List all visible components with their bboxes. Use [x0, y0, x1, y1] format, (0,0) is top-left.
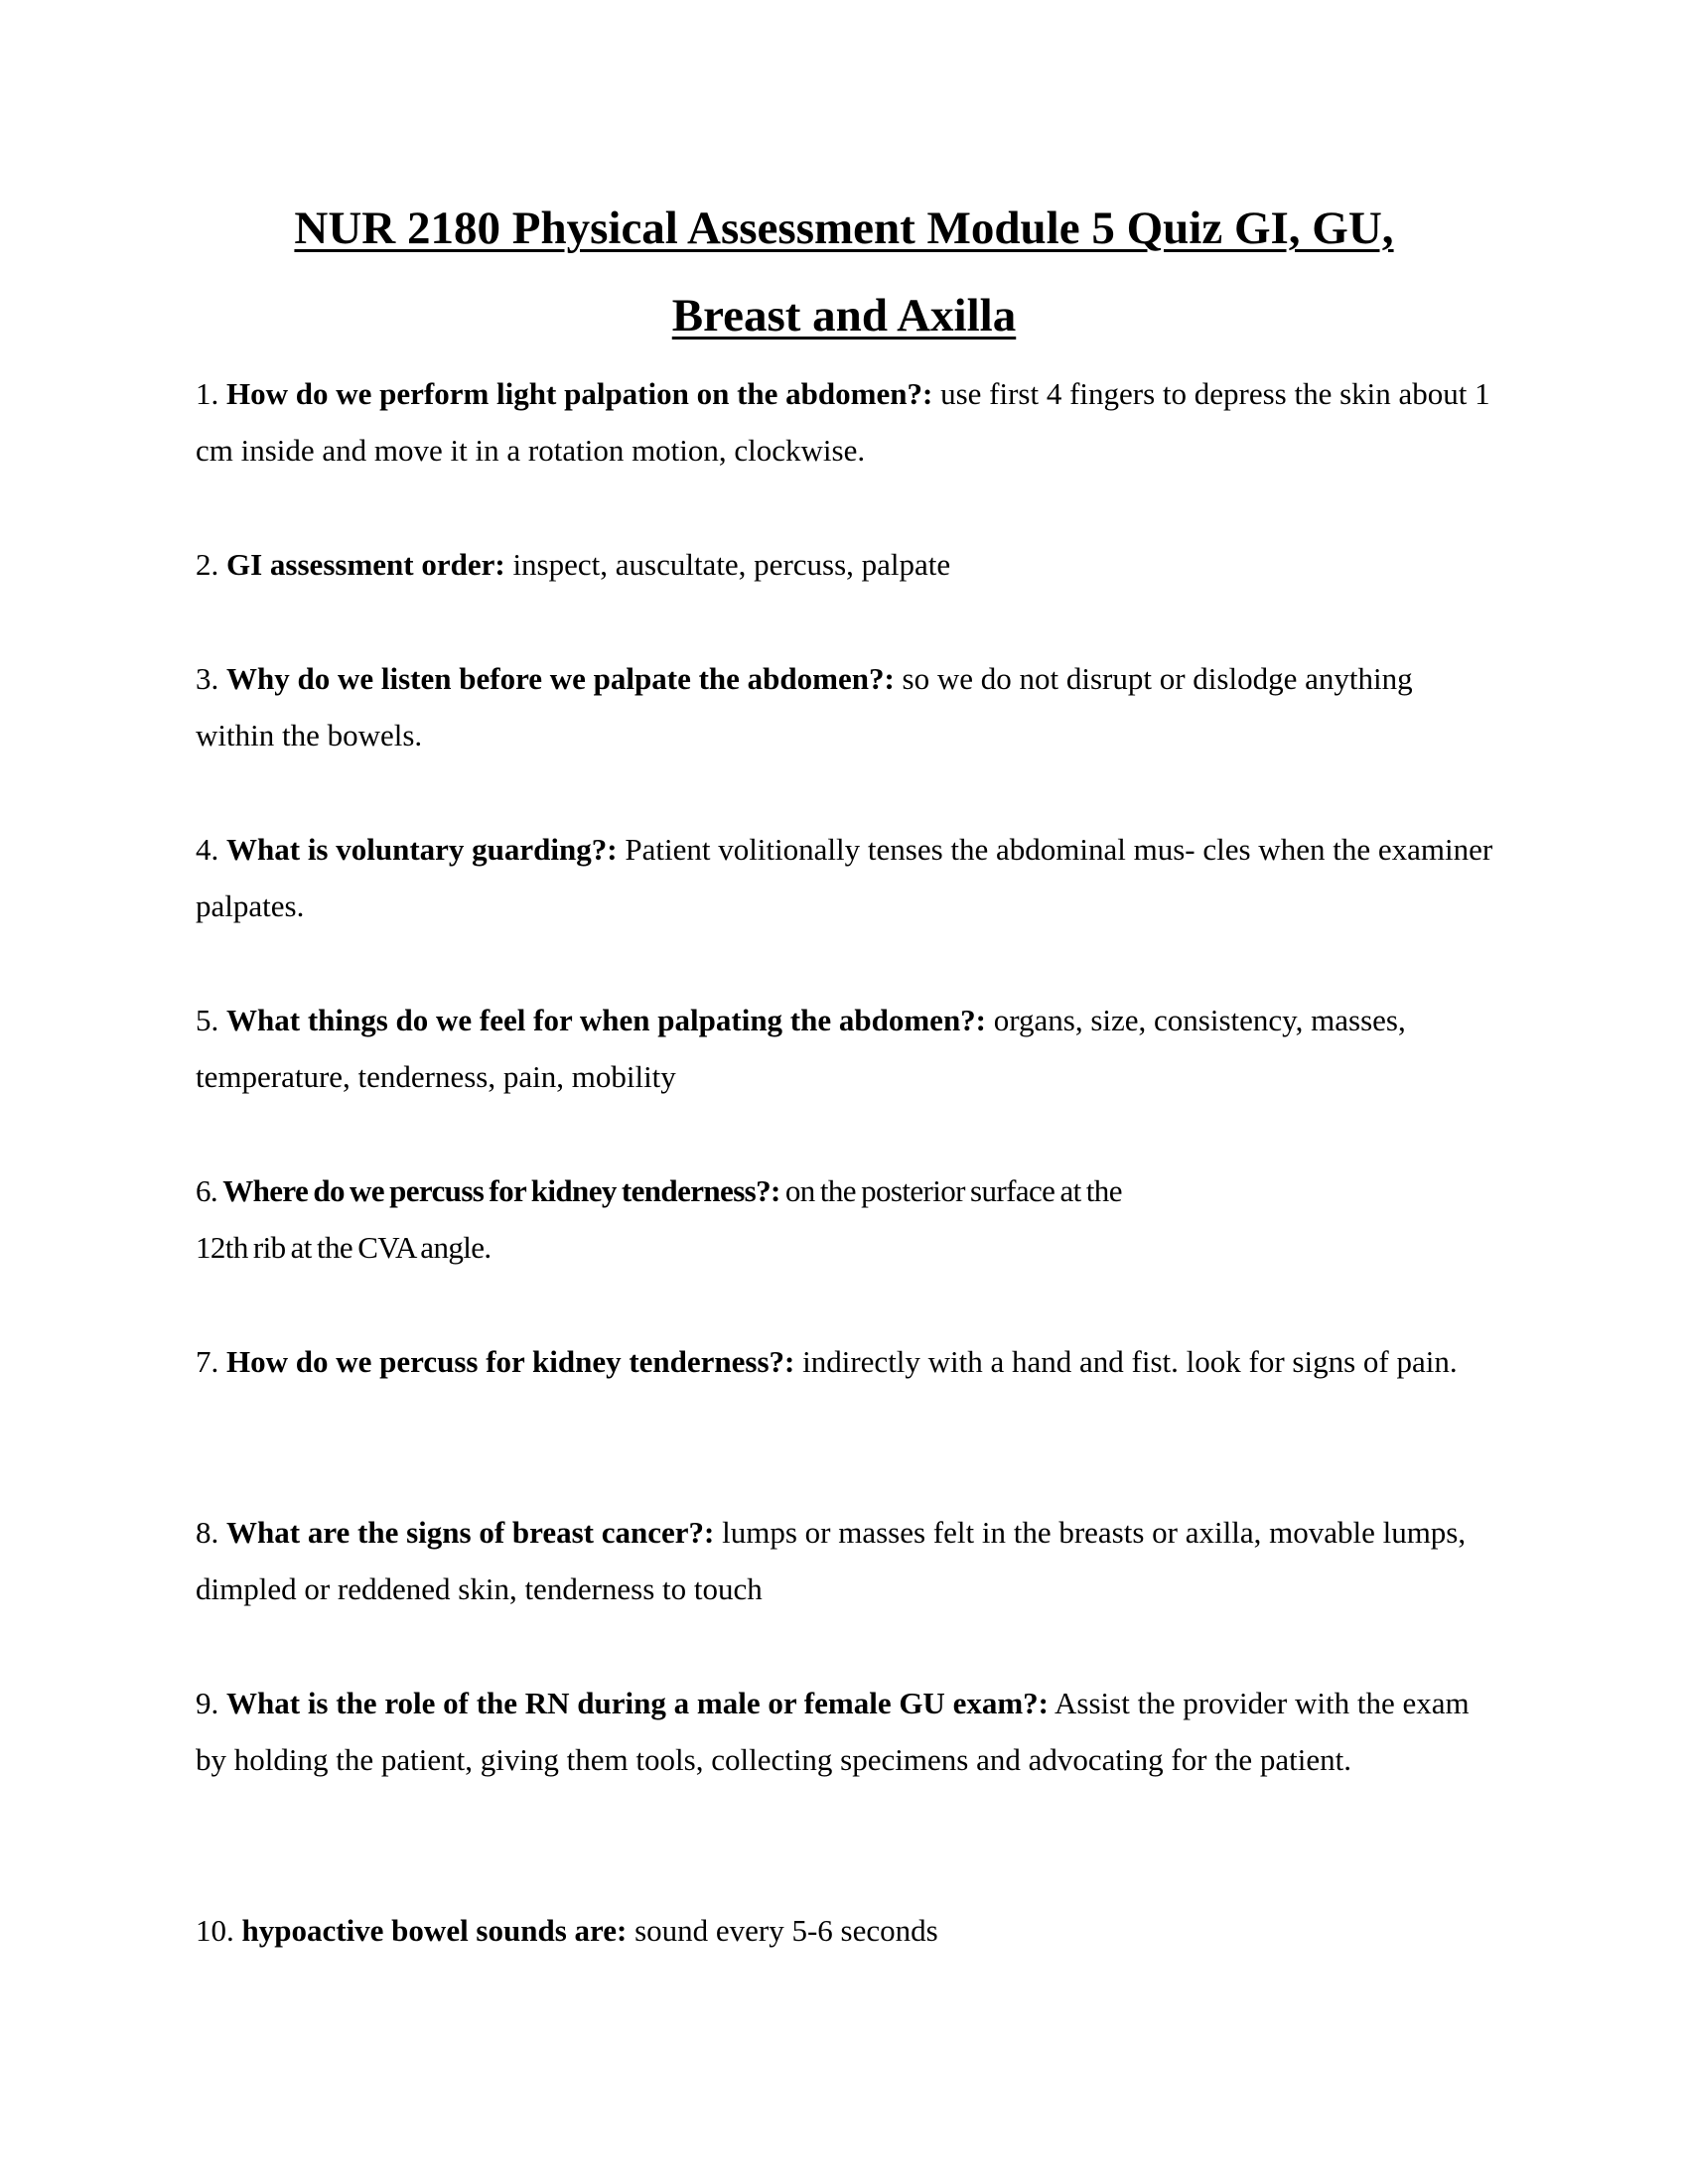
- qa-item-5: [196, 992, 1496, 1105]
- item-number: 1.: [196, 376, 219, 411]
- answer-text: Patient volitionally tenses the abdominal mus- cles when the examiner palpates.: [196, 832, 1493, 923]
- qa-item-7: [196, 1333, 1496, 1390]
- page-title-line-1: NUR 2180 Physical Assessment Module 5 Quiz GI, GU,: [294, 203, 1394, 254]
- page-title-line-2: Breast and Axilla: [671, 290, 1017, 341]
- answer-text-line-2: 12th rib at the CVA angle.: [196, 1230, 492, 1265]
- item-number: 2.: [196, 547, 219, 582]
- answer-text: inspect, auscultate, percuss, palpate: [512, 547, 951, 582]
- answer-text: lumps or masses felt in the breasts or axilla, movable lumps, dimpled or reddened skin, tenderness to touch: [196, 1515, 1467, 1606]
- item-number: 5.: [196, 1003, 219, 1037]
- item-number: 9.: [196, 1686, 219, 1720]
- question-text: Where do we percuss for kidney tenderness?:: [222, 1173, 780, 1208]
- qa-item-4: [196, 821, 1496, 934]
- answer-text: Assist the provider with the exam by holding the patient, giving them tools, collecting specimens and advocating for the patient.: [196, 1686, 1470, 1777]
- qa-item-9: [196, 1675, 1496, 1788]
- question-text: hypoactive bowel sounds are:: [241, 1913, 628, 1948]
- question-text: Why do we listen before we palpate the abdomen?:: [226, 661, 895, 696]
- question-text: What things do we feel for when palpating the abdomen?:: [226, 1003, 987, 1037]
- question-text: What is the role of the RN during a male or female GU exam?:: [226, 1686, 1049, 1720]
- qa-item-10: [196, 1902, 1496, 1959]
- qa-item-6: [196, 1162, 1496, 1276]
- answer-text: organs, size, consistency, masses, temperature, tenderness, pain, mobility: [196, 1003, 1406, 1094]
- item-number: 7.: [196, 1344, 219, 1379]
- item-number: 4.: [196, 832, 219, 867]
- answer-text: indirectly with a hand and fist. look for signs of pain.: [802, 1344, 1458, 1379]
- qa-item-2: [196, 536, 1496, 593]
- answer-text: on the posterior surface at the: [784, 1173, 1122, 1208]
- item-number: 8.: [196, 1515, 219, 1550]
- item-number: 6.: [196, 1173, 218, 1208]
- question-text: What are the signs of breast cancer?:: [226, 1515, 715, 1550]
- question-text: What is voluntary guarding?:: [226, 832, 618, 867]
- qa-item-8: [196, 1504, 1496, 1617]
- page-title: [149, 185, 1539, 359]
- answer-text: sound every 5-6 seconds: [634, 1913, 938, 1948]
- item-number: 3.: [196, 661, 219, 696]
- question-text: How do we perform light palpation on the abdomen?:: [226, 376, 933, 411]
- answer-text: use first 4 fingers to depress the skin about 1 cm inside and move it in a rotation motion, clockwise.: [196, 376, 1490, 468]
- qa-item-3: [196, 650, 1496, 763]
- qa-item-1: [196, 365, 1496, 478]
- question-text: How do we percuss for kidney tenderness?:: [226, 1344, 795, 1379]
- question-text: GI assessment order:: [226, 547, 505, 582]
- answer-text: so we do not disrupt or dislodge anything within the bowels.: [196, 661, 1413, 752]
- item-number: 10.: [196, 1913, 234, 1948]
